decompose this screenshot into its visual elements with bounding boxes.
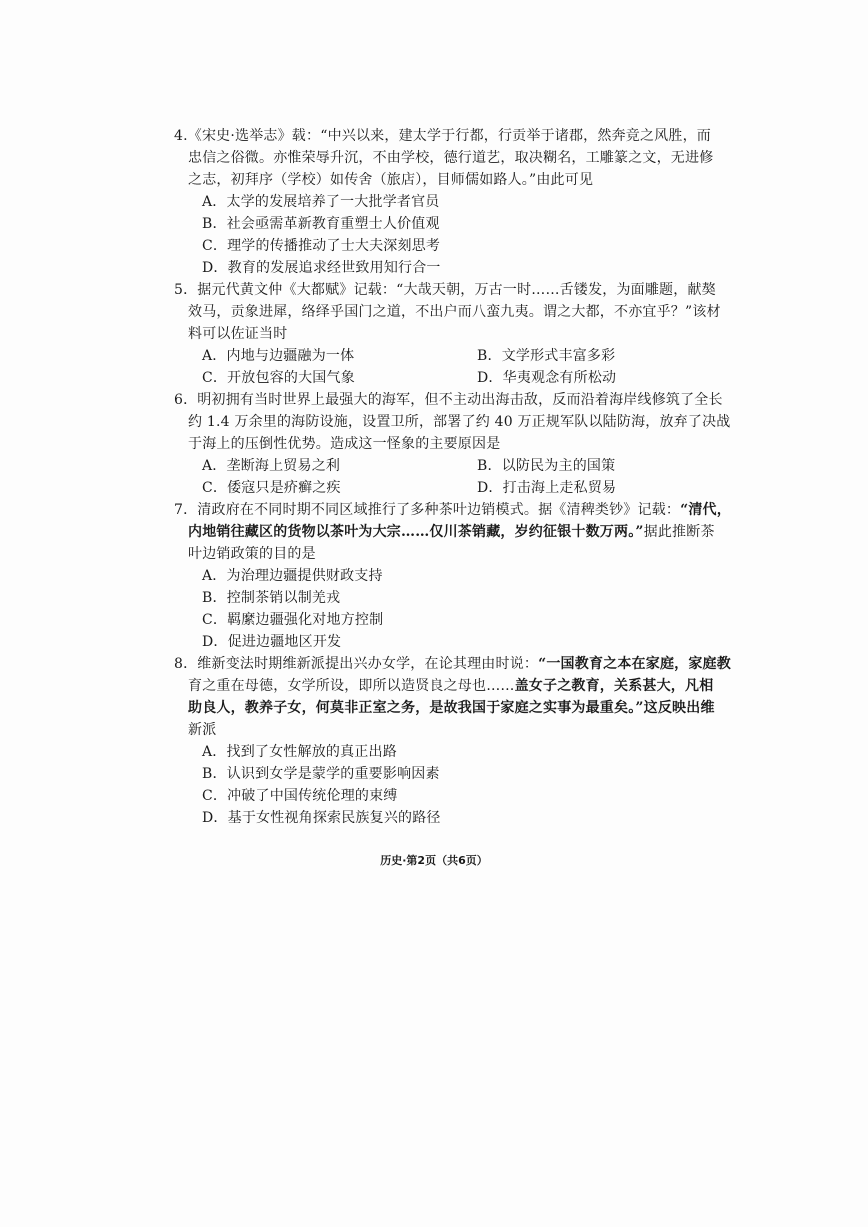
questions-area: [172, 125, 732, 829]
question-6: [172, 389, 732, 499]
question-7-stem-text-2: 据此推断茶: [643, 524, 715, 540]
question-8-quote-start: “一国教育之本在家庭，家庭教: [538, 656, 731, 672]
question-4-stem-line-2: 忠信之俗微。亦惟荣辱升沉，不由学校，德行道艺，取决糊名，工雕篆之文，无进修: [188, 150, 714, 166]
question-5-stem-line-2: 效马，贡象进犀，络绎乎国门之道，不出户而八蛮九夷。谓之大都，不亦宜乎？”该材: [188, 304, 721, 320]
page-footer: 历史·第2页（共6页）: [380, 854, 488, 867]
question-7-option-c: C．羁縻边疆强化对地方控制: [202, 612, 384, 628]
question-8-option-c: C．冲破了中国传统伦理的束缚: [202, 788, 398, 804]
question-8-stem-text: 8．维新变法时期维新派提出兴办女学，在论其理由时说：: [174, 656, 539, 672]
question-5-stem-line-1: 5．据元代黄文仲《大都赋》记载：“大哉天朝，万古一时……舌镂发，为面雕题，献獒: [174, 282, 716, 298]
question-8-stem-line-1: [172, 653, 732, 675]
question-5-options-row-2: [172, 367, 732, 389]
question-8-stem-line-4: 新派: [188, 722, 217, 738]
question-6-options-row-1: [172, 455, 732, 477]
question-7-stem-line-3: 叶边销政策的目的是: [188, 546, 316, 562]
question-8-option-a: A．找到了女性解放的真正出路: [202, 744, 397, 760]
question-7-option-b: B．控制茶销以制羌戎: [202, 590, 341, 606]
question-4-option-c: C．理学的传播推动了士大夫深刻思考: [202, 238, 441, 254]
question-8-option-d: D．基于女性视角探索民族复兴的路径: [202, 810, 441, 826]
question-8-stem-line-3: [172, 697, 732, 719]
question-4-stem-line-1: 4.《宋史·选举志》载：“中兴以来，建太学于行都，行贡举于诸郡，然奔竞之风胜，而: [174, 128, 711, 144]
question-6-options-row-2: [172, 477, 732, 499]
question-5: [172, 279, 732, 389]
question-7: [172, 499, 732, 653]
question-7-option-d: D．促进边疆地区开发: [202, 634, 342, 650]
question-7-stem-line-2: [172, 521, 732, 543]
question-8-option-b: B．认识到女学是蒙学的重要影响因素: [202, 766, 440, 782]
question-4-stem-line-3: 之志，初拜序（学校）如传舍（旅店），目师儒如路人。”由此可见: [188, 172, 594, 188]
question-8-quote-end: 家庭之实事为最重矣。”这反映出维: [500, 700, 715, 716]
question-6-option-d: D．打击海上走私贸易: [477, 480, 617, 496]
question-8-stem-line-2: [172, 675, 732, 697]
question-6-option-c: C．倭寇只是疥癣之疾: [202, 480, 341, 496]
question-6-option-b: B．以防民为主的国策: [477, 458, 616, 474]
question-8-quote-bold: 盖女子之教育，关系甚大，凡相: [514, 678, 714, 694]
question-7-quote-start: “清代，: [680, 502, 731, 518]
question-4: [172, 125, 732, 279]
question-4-option-b: B．社会亟需革新教育重塑士人价值观: [202, 216, 440, 232]
question-6-stem-line-3: 于海上的压倒性优势。造成这一怪象的主要原因是: [188, 436, 501, 452]
question-4-option-a: A．太学的发展培养了一大批学者官员: [202, 194, 440, 210]
question-4-option-d: D．教育的发展追求经世致用知行合一: [202, 260, 441, 276]
question-5-stem-line-3: 料可以佐证当时: [188, 326, 288, 342]
question-5-option-a: A．内地与边疆融为一体: [202, 348, 355, 364]
question-7-option-a: A．为治理边疆提供财政支持: [202, 568, 383, 584]
question-6-option-a: A．垄断海上贸易之利: [202, 458, 341, 474]
question-7-stem-text: 7．清政府在不同时期不同区域推行了多种茶叶边销模式。据《清稗类钞》记载：: [174, 502, 681, 518]
question-8-quote-bold-2: 助良人，教养子女，何莫非正室之务，是故我国于: [188, 700, 501, 716]
question-6-stem-line-2: 约 1.4 万余里的海防设施，设置卫所，部署了约 40 万正规军队以陆防海，放弃了决战: [188, 414, 731, 430]
question-5-options-row-1: [172, 345, 732, 367]
question-7-stem-line-1: [172, 499, 732, 521]
question-6-stem-line-1: 6．明初拥有当时世界上最强大的海军，但不主动出海击敌，反而沿着海岸线修筑了全长: [174, 392, 723, 408]
question-5-option-d: D．华夷观念有所松动: [477, 370, 617, 386]
question-5-option-b: B．文学形式丰富多彩: [477, 348, 616, 364]
question-7-quote-text: 内地销往藏区的货物以茶叶为大宗……仅川茶销藏，岁约征银十数万两。”: [188, 524, 644, 540]
question-8: [172, 653, 732, 829]
question-8-quote-plain: 育之重在母德，女学所设，即所以造贤良之母也……: [188, 678, 515, 694]
question-5-option-c: C．开放包容的大国气象: [202, 370, 355, 386]
